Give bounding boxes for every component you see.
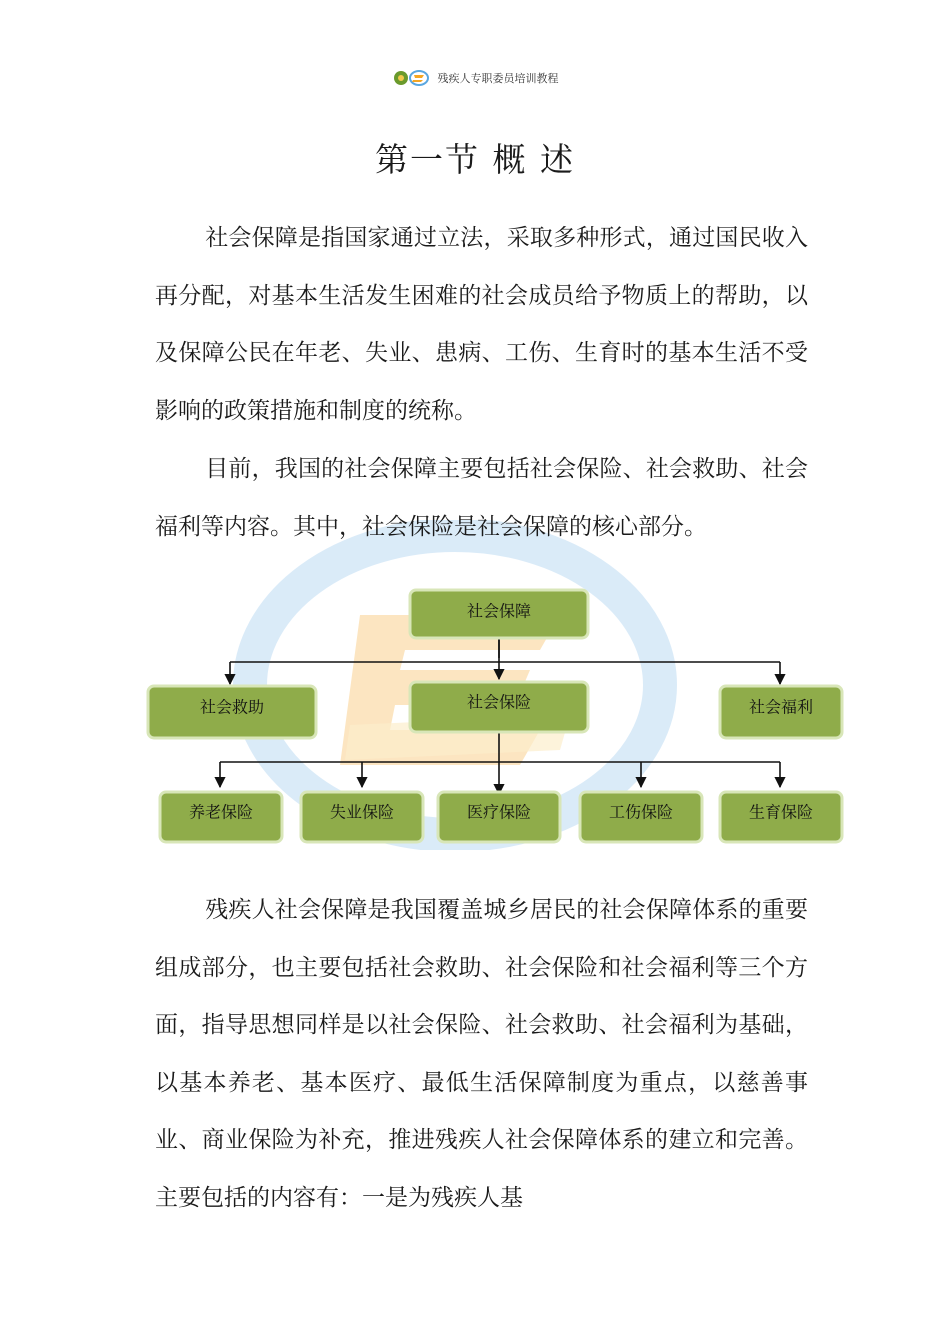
node-medical-insurance-label: 医疗保险 [466, 802, 532, 822]
node-social-insurance [410, 682, 588, 732]
node-maternity-insurance [720, 792, 842, 842]
section-title: 第一节 概 述 [375, 140, 575, 179]
node-pension-insurance [160, 792, 282, 842]
node-unemployment-insurance [301, 792, 423, 842]
org-chart [140, 582, 860, 852]
node-work-injury-insurance-label: 工伤保险 [608, 802, 674, 822]
node-unemployment-insurance-label: 失业保险 [329, 802, 395, 822]
paragraph-2 [155, 441, 808, 556]
paragraph-1 [155, 210, 808, 440]
node-pension-insurance-label: 养老保险 [188, 802, 254, 822]
node-root-label: 社会保障 [466, 601, 532, 621]
paragraph-3-text: 残疾人社会保障是我国覆盖城乡居民的社会保障体系的重要组成部分，也主要包括社会救助、社会保险和社会福利等三个方面，指导思想同样是以社会保险、社会救助、社会福利为基础，以基本养老、基本医疗、最低生活保障制度为重点，以慈善事业、商业保险为补充，推进残疾人社会保障体系的建立和完善。主要包括的内容有：一是为残疾人基 [155, 897, 808, 1211]
node-social-welfare-label: 社会福利 [748, 697, 814, 717]
node-medical-insurance [438, 792, 560, 842]
node-social-assistance-label: 社会救助 [199, 697, 265, 717]
node-maternity-insurance-label: 生育保险 [748, 802, 814, 822]
node-social-welfare [720, 686, 842, 738]
paragraph-3 [155, 882, 808, 1228]
org-logo-icon [392, 68, 430, 88]
node-root [410, 590, 588, 638]
page-header [0, 66, 950, 90]
node-social-assistance [148, 686, 316, 738]
paragraph-1-text: 社会保障是指国家通过立法，采取多种形式，通过国民收入再分配，对基本生活发生困难的社会成员给予物质上的帮助，以及保障公民在年老、失业、患病、工伤、生育时的基本生活不受影响的政策措施和制度的统称。 [155, 225, 808, 424]
node-social-insurance-label: 社会保险 [466, 692, 532, 712]
header-text: 残疾人专职委员培训教程 [437, 72, 559, 85]
node-work-injury-insurance [580, 792, 702, 842]
paragraph-2-text: 目前，我国的社会保障主要包括社会保险、社会救助、社会福利等内容。其中，社会保险是社会保障的核心部分。 [155, 456, 808, 540]
